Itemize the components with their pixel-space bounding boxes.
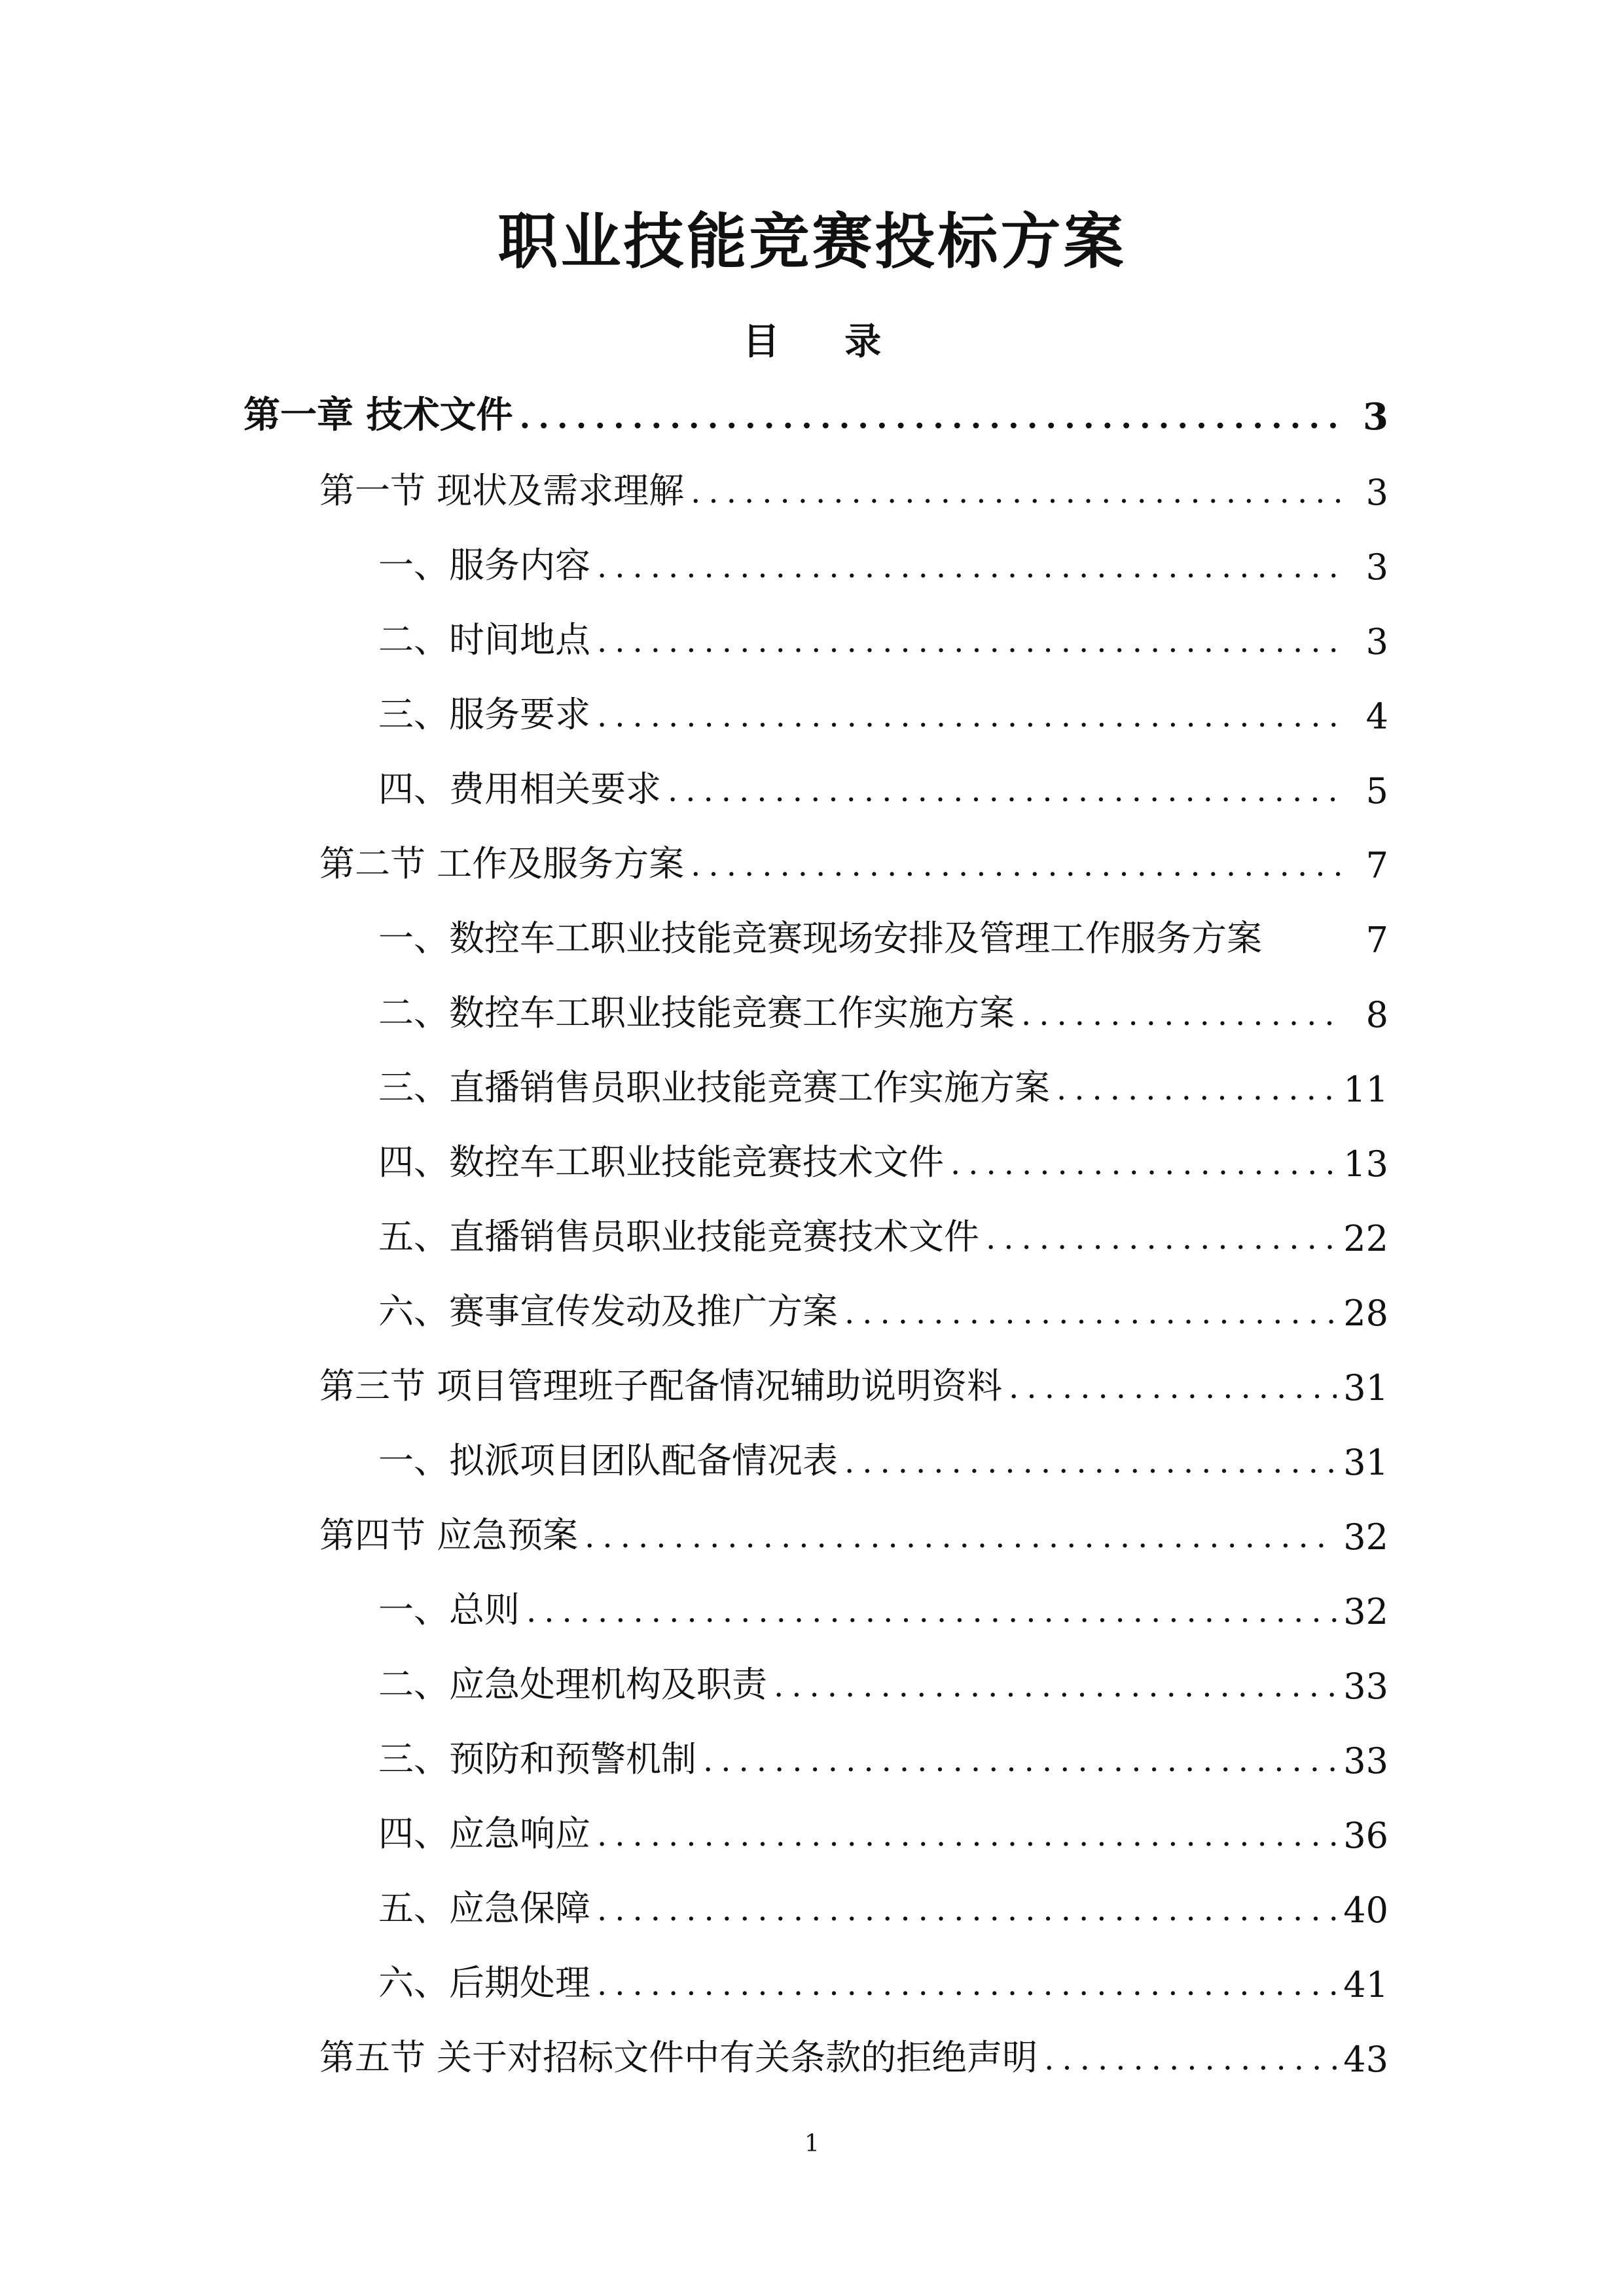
dot-leader <box>597 1969 1337 2005</box>
dot-leader <box>520 402 1343 439</box>
toc-entry-label: 四、应急响应 <box>378 1813 590 1854</box>
toc-entry-page: 13 <box>1343 1143 1388 1185</box>
toc-entry-page: 3 <box>1365 621 1388 662</box>
toc-entry-label: 二、时间地点 <box>378 619 590 660</box>
toc-entry-label: 一、服务内容 <box>378 545 590 586</box>
toc-entry-page: 32 <box>1343 1591 1388 1632</box>
toc-entry-item[interactable] <box>378 1655 1388 1707</box>
dot-leader <box>774 1670 1337 1707</box>
dot-leader <box>844 1446 1337 1483</box>
dot-leader <box>597 1820 1337 1856</box>
toc-entry-page: 7 <box>1365 845 1388 886</box>
dot-leader <box>668 775 1343 812</box>
toc-entry-label: 六、后期处理 <box>378 1962 590 2003</box>
dot-leader <box>703 1745 1337 1782</box>
toc-entry-label: 第二节 工作及服务方案 <box>319 843 685 884</box>
toc-entry-item[interactable] <box>378 1729 1388 1782</box>
toc-heading: 目 录 <box>742 320 908 363</box>
toc-entry-item[interactable] <box>378 535 1388 588</box>
toc-entry-item[interactable] <box>378 1058 1388 1110</box>
dot-leader <box>950 1148 1337 1185</box>
toc-entry-chapter-1[interactable] <box>244 386 1388 439</box>
toc-entry-page: 3 <box>1363 395 1388 439</box>
toc-entry-item[interactable] <box>378 610 1388 662</box>
toc-entry-page: 5 <box>1365 770 1388 812</box>
toc-entry-label: 四、费用相关要求 <box>378 768 661 810</box>
toc-entry-item[interactable] <box>378 1953 1388 2005</box>
toc-entry-section[interactable] <box>319 834 1388 886</box>
toc-entry-label: 一、拟派项目团队配备情况表 <box>378 1440 838 1481</box>
toc-entry-section[interactable] <box>319 1505 1388 1558</box>
toc-entry-page: 43 <box>1343 2039 1388 2080</box>
dot-leader <box>691 850 1343 886</box>
dot-leader <box>1044 2043 1337 2080</box>
toc-entry-page: 11 <box>1343 1069 1388 1110</box>
toc-entry-page: 3 <box>1365 472 1388 513</box>
toc-entry-page: 40 <box>1343 1890 1388 1931</box>
document-title: 职业技能竞赛投标方案 <box>497 206 1127 277</box>
toc-entry-label: 三、预防和预警机制 <box>378 1738 696 1780</box>
toc-entry-label: 一、数控车工职业技能竞赛现场安排及管理工作服务方案 <box>378 918 1262 959</box>
toc-entry-page: 4 <box>1365 696 1388 737</box>
dot-leader <box>597 1894 1337 1931</box>
toc-entry-page: 31 <box>1343 1442 1388 1483</box>
toc-entry-page: 28 <box>1343 1293 1388 1334</box>
toc-entry-section[interactable] <box>319 2028 1388 2080</box>
toc-entry-label: 第一章 技术文件 <box>244 393 513 437</box>
dot-leader <box>597 626 1343 662</box>
toc-entry-item[interactable] <box>378 1878 1388 1931</box>
toc-entry-page: 31 <box>1343 1367 1388 1408</box>
dot-leader <box>844 1297 1337 1334</box>
toc-entry-page: 7 <box>1365 920 1388 961</box>
dot-leader <box>986 1223 1337 1259</box>
toc-entry-label: 三、服务要求 <box>378 694 590 735</box>
toc-entry-page: 33 <box>1343 1666 1388 1707</box>
toc-entry-item[interactable] <box>378 1431 1388 1483</box>
toc-entry-label: 六、赛事宣传发动及推广方案 <box>378 1291 838 1332</box>
toc-entry-item[interactable] <box>378 1207 1388 1259</box>
dot-leader <box>691 476 1343 513</box>
toc-entry-page: 36 <box>1343 1815 1388 1856</box>
dot-leader <box>597 551 1343 588</box>
dot-leader <box>1009 1372 1337 1408</box>
toc-entry-page: 3 <box>1365 547 1388 588</box>
dot-leader <box>1056 1073 1337 1110</box>
dot-leader <box>585 1521 1337 1558</box>
toc-entry-label: 第三节 项目管理班子配备情况辅助说明资料 <box>319 1365 1003 1407</box>
toc-entry-section[interactable] <box>319 461 1388 513</box>
toc-entry-label: 一、总则 <box>378 1589 520 1630</box>
toc-entry-label: 五、应急保障 <box>378 1888 590 1929</box>
toc-entry-label: 第四节 应急预案 <box>319 1515 579 1556</box>
toc-entry-item[interactable] <box>378 983 1388 1035</box>
toc-entry-label: 二、应急处理机构及职责 <box>378 1664 767 1705</box>
toc-entry-section[interactable] <box>319 1356 1388 1408</box>
toc-entry-item[interactable] <box>378 1282 1388 1334</box>
toc-entry-page: 32 <box>1343 1516 1388 1558</box>
toc-entry-label: 第五节 关于对招标文件中有关条款的拒绝声明 <box>319 2037 1038 2078</box>
toc-entry-label: 三、直播销售员职业技能竞赛工作实施方案 <box>378 1067 1050 1108</box>
toc-entry-label: 二、数控车工职业技能竞赛工作实施方案 <box>378 992 1015 1033</box>
toc-entry-label: 第一节 现状及需求理解 <box>319 470 685 511</box>
toc-entry-item[interactable] <box>378 1804 1388 1856</box>
toc-entry-label: 五、直播销售员职业技能竞赛技术文件 <box>378 1216 979 1257</box>
toc-entry-page: 22 <box>1343 1218 1388 1259</box>
dot-leader <box>526 1596 1337 1632</box>
toc-entry-page: 33 <box>1343 1740 1388 1782</box>
toc-entry-item[interactable] <box>378 685 1388 737</box>
toc-entry-page: 8 <box>1365 994 1388 1035</box>
dot-leader <box>597 700 1343 737</box>
dot-leader <box>1021 999 1343 1035</box>
toc-entry-item[interactable] <box>378 908 1388 961</box>
toc-entry-item[interactable] <box>378 1580 1388 1632</box>
toc-entry-page: 41 <box>1343 1964 1388 2005</box>
toc-entry-item[interactable] <box>378 759 1388 812</box>
toc-entry-label: 四、数控车工职业技能竞赛技术文件 <box>378 1141 944 1183</box>
page-number: 1 <box>804 2130 820 2157</box>
toc-entry-item[interactable] <box>378 1132 1388 1185</box>
